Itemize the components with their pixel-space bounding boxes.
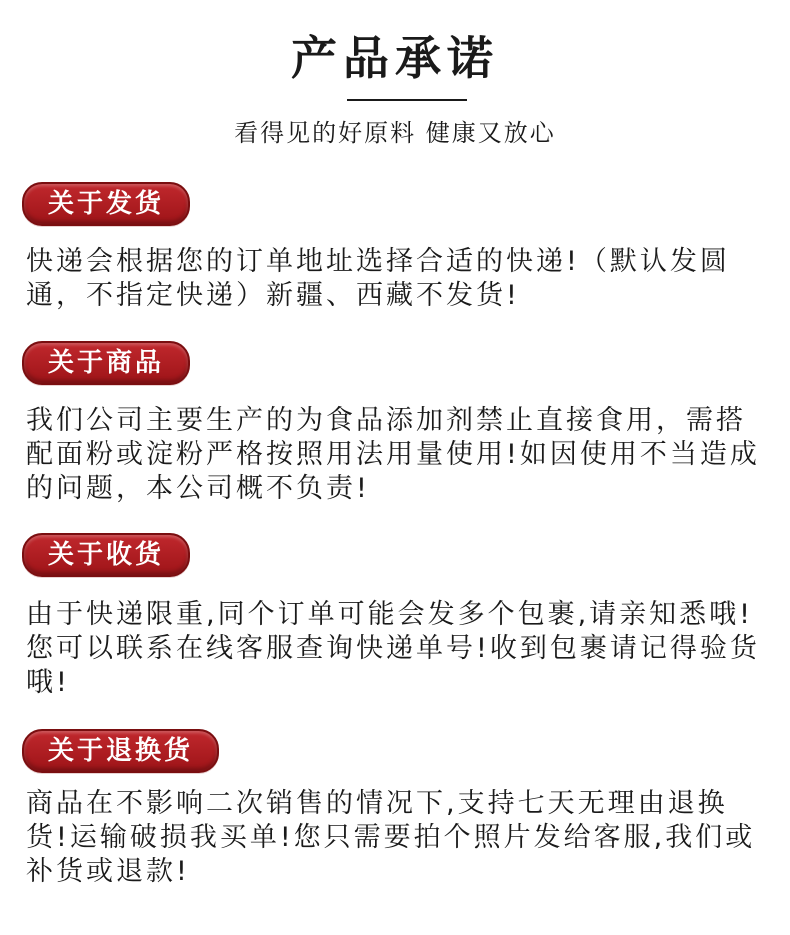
section-tag-receiving: 关于收货 xyxy=(22,533,190,577)
section-tag-returns: 关于退换货 xyxy=(22,729,219,773)
section-body-product: 我们公司主要生产的为食品添加剂禁止直接食用，需搭配面粉或淀粉严格按照用法用量使用!如因使用不当造成的问题，本公司概不负责! xyxy=(26,405,760,504)
title-divider xyxy=(347,99,467,101)
page-subtitle: 看得见的好原料 健康又放心 xyxy=(234,119,556,147)
section-body-returns: 商品在不影响二次销售的情况下,支持七天无理由退换货!运输破损我买单!您只需要拍个照片发给客服,我们或补货或退款! xyxy=(26,788,756,887)
section-body-receiving: 由于快递限重,同个订单可能会发多个包裹,请亲知悉哦!您可以联系在线客服查询快递单号!收到包裹请记得验货哦! xyxy=(26,599,760,698)
page-title: 产品承诺 xyxy=(291,31,499,85)
section-tag-product: 关于商品 xyxy=(22,341,190,385)
section-body-shipping: 快递会根据您的订单地址选择合适的快递!（默认发圆通，不指定快递）新疆、西藏不发货! xyxy=(26,246,730,311)
section-tag-shipping: 关于发货 xyxy=(22,182,190,226)
